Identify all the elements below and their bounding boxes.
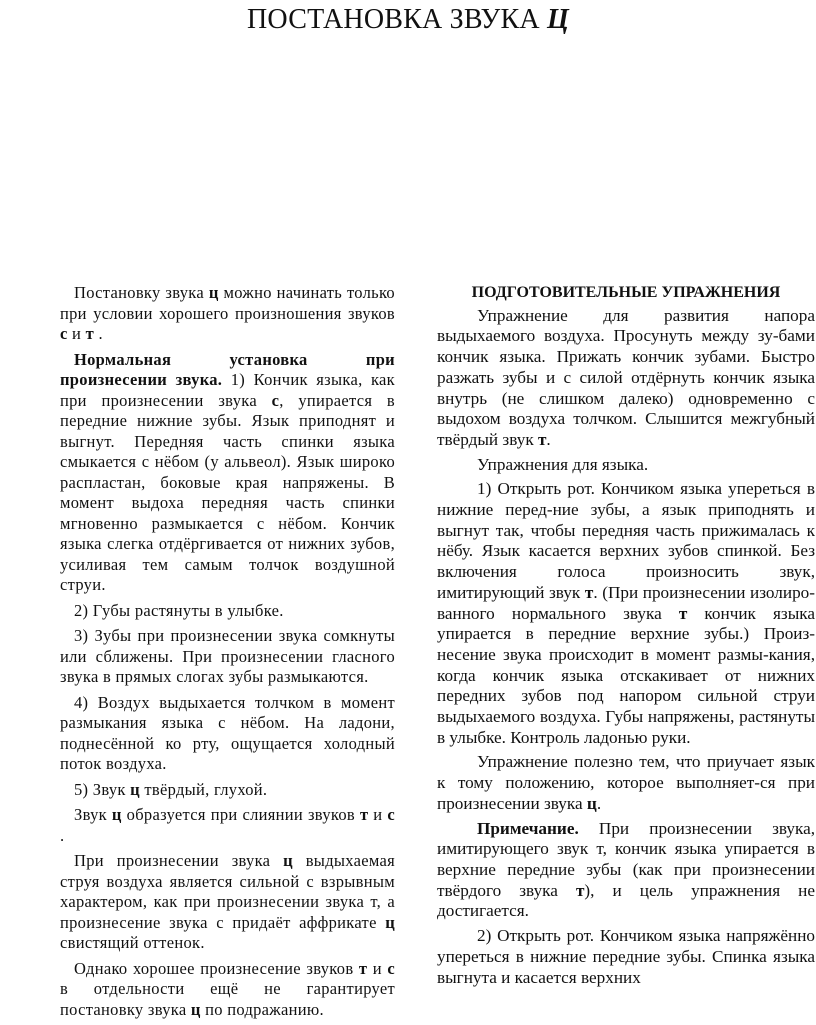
right-paragraph-1: Упражнение для развития напора выдыхаемого воздуха. Просунуть между зу-бами кончик языка. Прижать кончик зубами. Быстро разжать зубы и с силой отдёрнуть кончик языка внутрь (не слишком далеко) одновременно с выдохом воздуха толчком. Слышится межгубный твёрдый звук т. (437, 305, 815, 449)
right-paragraph-6: 2) Открыть рот. Кончиком языка напряжённо упереться в нижние передние зубы. Спинка языка выгнута и касается верхних (437, 926, 815, 987)
left-paragraph-2: Нормальная установка при произнесении звука. 1) Кончик языка, как при произнесении звука с, упирается в передние нижние зубы. Язык приподнят и выгнут. Передняя часть спинки языка смыкается с нёбом (у альвеол). Язык широко распластан, боковые края напряжены. В момент выдоха передняя часть спинки мгновенно размыкается с нёбом. Кончик языка слегка отдёргивается от нижних зубов, усиливая тем самым толчок воздушной струи. (60, 349, 396, 594)
page-title (0, 0, 816, 40)
right-column (437, 283, 815, 992)
right-paragraph-2: Упражнения для языка. (477, 454, 649, 474)
left-paragraph-5: 4) Воздух выдыхается толчком в момент размыкания языка с нёбом. На ладони, поднесённой ко рту, ощущается холодный поток воздуха. (60, 692, 395, 773)
title-letter: Ц (546, 4, 569, 35)
left-column (60, 283, 395, 1025)
title-text: ПОСТАНОВКА ЗВУКА (247, 4, 540, 35)
left-paragraph-7: Звук ц образуется при слиянии звуков т и с . (60, 805, 396, 845)
left-paragraph-8: При произнесении звука ц выдыхаемая струя воздуха является сильной с взрывным характером, как при произнесении звука т, а произнесение звука с придаёт аффрикате ц свистящий оттенок. (60, 851, 395, 952)
left-paragraph-4: 3) Зубы при произнесении звука сомкнуты или сближены. При произнесении гласного звука в прямых слогах зубы размыкаются. (60, 626, 395, 686)
right-paragraph-5: Примечание. При произнесении звука, имитирующего звук т, кончик языка упирается в верхние передние зубы (как при произнесении твёрдого звука т), и цель упражнения не достигается. (437, 818, 815, 921)
section-heading: ПОДГОТОВИТЕЛЬНЫЕ УПРАЖНЕНИЯ (471, 284, 781, 301)
right-paragraph-4: Упражнение полезно тем, что приучает язык к тому положению, которое выполняет-ся при произнесении звука ц. (437, 752, 815, 813)
left-paragraph-9: Однако хорошее произнесение звуков т и с в отдельности ещё не гарантирует постановку звука ц по подражанию. (60, 958, 396, 1019)
left-paragraph-1: Постановку звука ц можно начинать только при условии хорошего произношения звуков с и т . (60, 283, 395, 343)
left-paragraph-3: 2) Губы растянуты в улыбке. (74, 600, 284, 620)
left-paragraph-6: 5) Звук ц твёрдый, глухой. (74, 779, 268, 799)
right-paragraph-3: 1) Открыть рот. Кончиком языка упереться в нижние перед-ние зубы, а язык приподнять и выгнут так, чтобы передняя часть прижималась к нёбу. Язык касается верхних зубов спинкой. Без включения голоса произносить звук, имитирующий звук т. (При произнесении изолиро-ванного нормального звука т кончик языка упирается в передние верхние зубы.) Произ-несение звука происходит в момент размы-кания, когда кончик языка отскакивает от нижних передних зубов под напором сильной струи выдыхаемого воздуха. Губы напряжены, растянуты в улыбке. Контроль ладонью руки. (437, 479, 815, 747)
